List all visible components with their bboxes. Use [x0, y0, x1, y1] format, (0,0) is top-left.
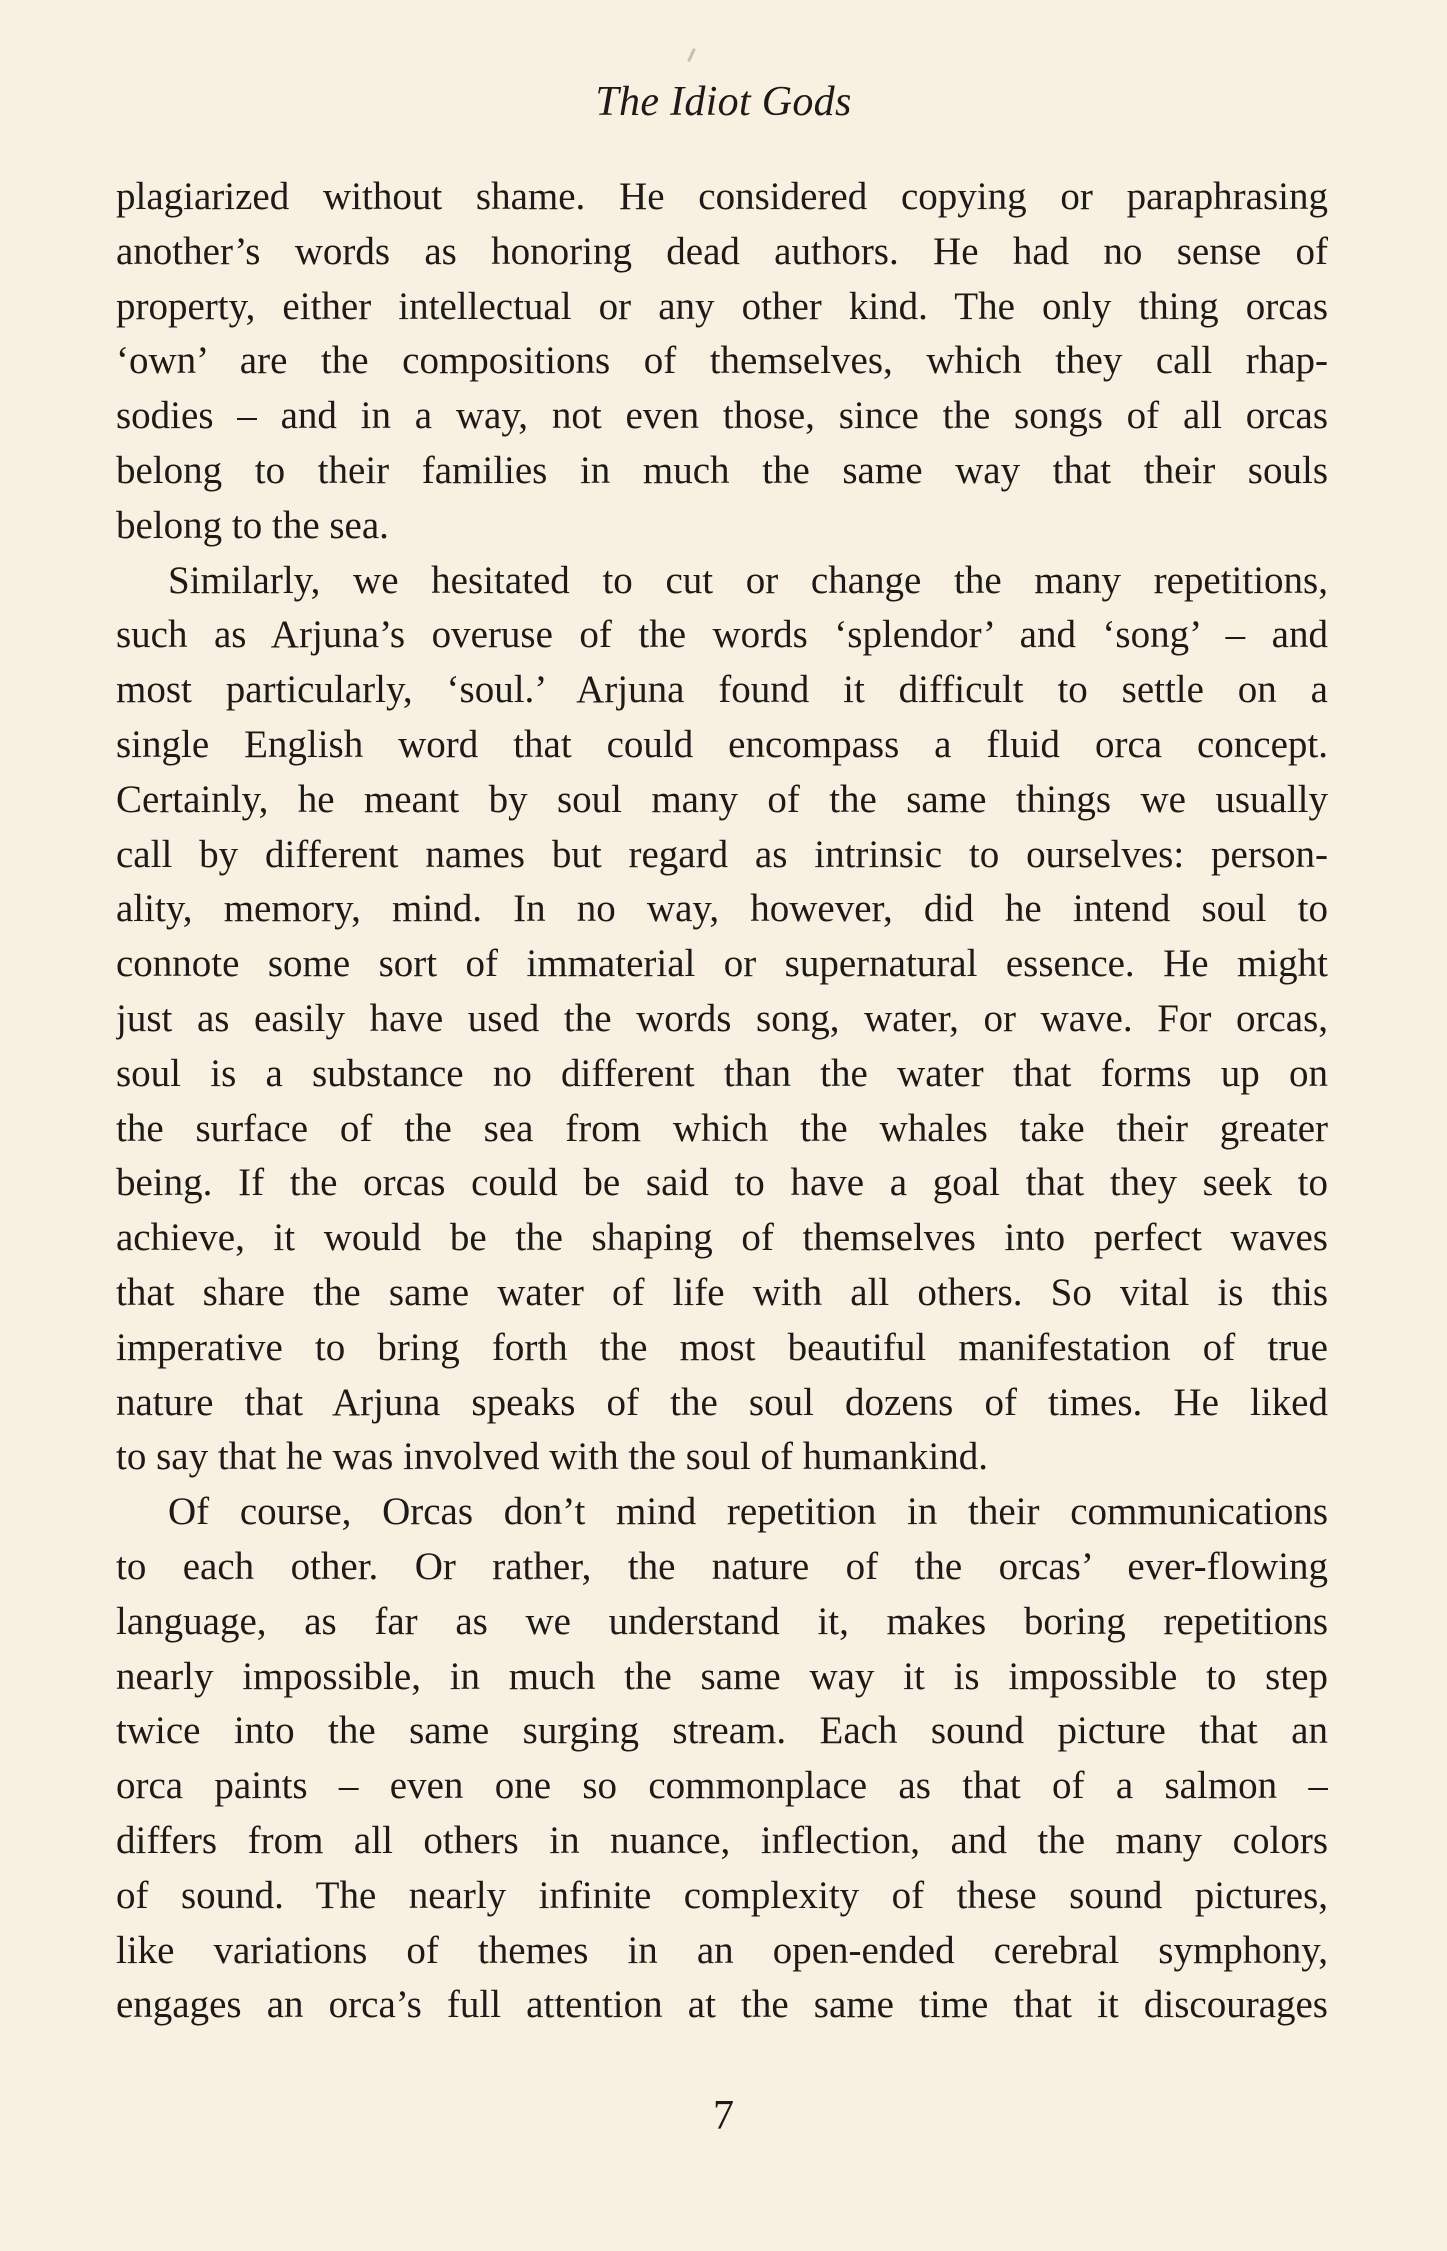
paragraph-2	[116, 554, 1328, 1486]
text-line: being. If the orcas could be said to have a goal that they seek to	[116, 1161, 1328, 1205]
text-line: ‘own’ are the compositions of themselves, which they call rhap-	[116, 339, 1328, 383]
text-line: the surface of the sea from which the whales take their greater	[116, 1106, 1328, 1150]
text-line: belong to the sea.	[116, 503, 389, 547]
text-line: nature that Arjuna speaks of the soul dozens of times. He liked	[116, 1380, 1328, 1424]
text-line: soul is a substance no different than the water that forms up on	[116, 1051, 1328, 1095]
text-line: such as Arjuna’s overuse of the words ‘splendor’ and ‘song’ – and	[116, 613, 1328, 657]
text-line: differs from all others in nuance, inflection, and the many colors	[116, 1818, 1328, 1862]
text-line: just as easily have used the words song, water, or wave. For orcas,	[116, 996, 1328, 1040]
text-line: ality, memory, mind. In no way, however, did he intend soul to	[116, 887, 1328, 931]
text-line: orca paints – even one so commonplace as that of a salmon –	[116, 1764, 1328, 1808]
paragraph-3	[116, 1485, 1328, 2033]
text-line: connote some sort of immaterial or supernatural essence. He might	[116, 942, 1328, 986]
text-line: Certainly, he meant by soul many of the same things we usually	[116, 777, 1328, 821]
text-line: plagiarized without shame. He considered copying or paraphrasing	[116, 175, 1328, 218]
text-line: that share the same water of life with all others. So vital is this	[116, 1270, 1328, 1314]
text-line: twice into the same surging stream. Each sound picture that an	[116, 1709, 1328, 1753]
text-line: Similarly, we hesitated to cut or change the many repetitions,	[168, 558, 1328, 602]
text-line: nearly impossible, in much the same way it is impossible to step	[116, 1654, 1328, 1698]
text-line: belong to their families in much the same way that their souls	[116, 448, 1328, 492]
text-line: Of course, Orcas don’t mind repetition in their communications	[168, 1490, 1328, 1534]
text-line: single English word that could encompass a fluid orca concept.	[116, 722, 1328, 766]
text-line: most particularly, ‘soul.’ Arjuna found it difficult to settle on a	[116, 668, 1328, 712]
text-line: engages an orca’s full attention at the same time that it discourages	[116, 1983, 1328, 2027]
running-head-title: The Idiot Gods	[595, 79, 852, 125]
text-line: another’s words as honoring dead authors. He had no sense of	[116, 229, 1328, 273]
text-line: to say that he was involved with the soul of humankind.	[116, 1435, 988, 1479]
text-line: language, as far as we understand it, makes boring repetitions	[116, 1599, 1328, 1643]
text-line: imperative to bring forth the most beautiful manifestation of true	[116, 1325, 1328, 1369]
text-line: of sound. The nearly infinite complexity of these sound pictures,	[116, 1873, 1328, 1917]
print-speck	[687, 48, 696, 62]
text-line: to each other. Or rather, the nature of the orcas’ ever-flowing	[116, 1544, 1328, 1588]
page-number: 7	[713, 2093, 734, 2139]
body-text	[116, 170, 1328, 2033]
paragraph-1	[116, 170, 1328, 554]
text-line: property, either intellectual or any other kind. The only thing orcas	[116, 284, 1328, 328]
text-line: sodies – and in a way, not even those, since the songs of all orcas	[116, 394, 1328, 438]
text-line: achieve, it would be the shaping of themselves into perfect waves	[116, 1216, 1328, 1260]
text-line: like variations of themes in an open-ended cerebral symphony,	[116, 1928, 1328, 1972]
text-line: call by different names but regard as intrinsic to ourselves: person-	[116, 832, 1328, 876]
